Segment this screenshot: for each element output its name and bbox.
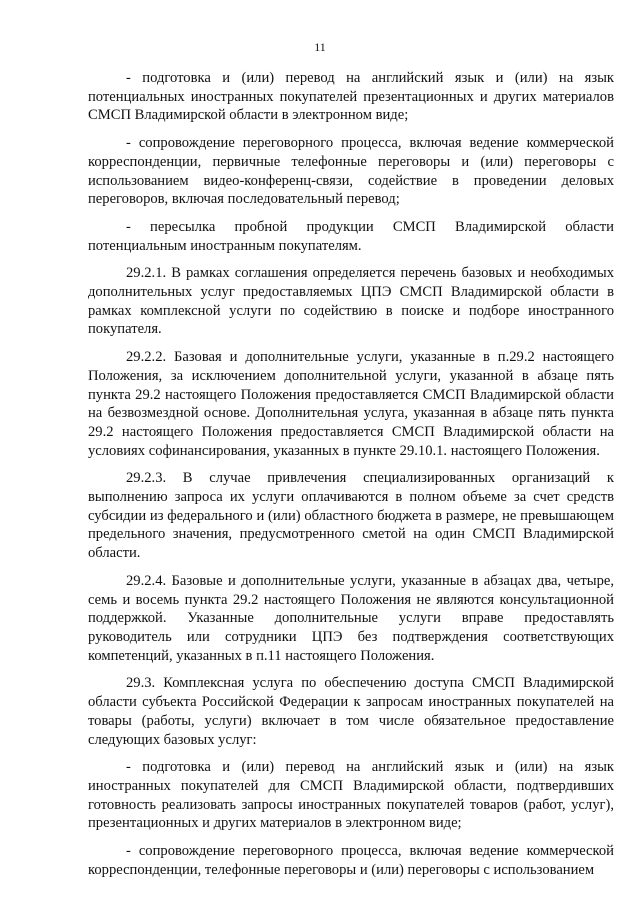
paragraph-29-2-2: 29.2.2. Базовая и дополнительные услуги, указанные в п.29.2 настоящего Положения, за исключением дополнительной услуги, указанной в абзаце пять пункта 29.2 настоящего Положения предоставляется СМСП Владимирской области на безвозмездной основе. Дополнительная услуга, указанная в абзаце пять пункта 29.2 настоящего Положения предоставляется СМСП Владимирской области на условиях софинансирования, указанных в пункте 29.10.1. настоящего Положения. [88, 349, 614, 459]
paragraph-bullet-translation: - подготовка и (или) перевод на английский язык и (или) на язык потенциальных иностранных покупателей презентационных и других материалов СМСП Владимирской области в электронном виде; [88, 70, 614, 124]
paragraph-29-2-4: 29.2.4. Базовые и дополнительные услуги, указанные в абзацах два, четыре, семь и восемь пункта 29.2 настоящего Положения не являются консультационной поддержкой. Указанные дополнительные услуги вправе предоставлять руководитель или сотрудники ЦПЭ без подтверждения соответствующих компетенций, указанных в п.11 настоящего Положения. [88, 572, 614, 664]
paragraph-bullet-sample-shipping: - пересылка пробной продукции СМСП Владимирской области потенциальным иностранным покупателям. [88, 218, 614, 254]
paragraph-29-3: 29.3. Комплексная услуга по обеспечению доступа СМСП Владимирской области субъекта Российской Федерации к запросам иностранных покупателей на товары (работы, услуги) включает в том числе обязательное предоставление следующих базовых услуг: [88, 675, 614, 748]
document-body [88, 69, 614, 888]
paragraph-29-2-1: 29.2.1. В рамках соглашения определяется перечень базовых и необходимых дополнительных услуг предоставляемых ЦПЭ СМСП Владимирской области в рамках комплексной услуги по содействию в поиске и подборе иностранного покупателя. [88, 265, 614, 338]
paragraph-bullet-translation-foreign: - подготовка и (или) перевод на английский язык и (или) на язык иностранных покупателей для СМСП Владимирской области, подтвердивших готовность реализовать запросы иностранных покупателей товаров (работ, услуг), презентационных и других материалов в электронном виде; [88, 759, 614, 832]
paragraph-29-2-3: 29.2.3. В случае привлечения специализированных организаций к выполнению запроса их услуги оплачиваются в полном объеме за счет средств субсидии из федерального и (или) областного бюджета в размере, не превышающем предельного значения, предусмотренного сметой на один СМСП Владимирской области. [88, 470, 614, 562]
paragraph-bullet-negotiation-continued: - сопровождение переговорного процесса, включая ведение коммерческой корреспонденции, телефонные переговоры и (или) переговоры с использованием [88, 843, 614, 878]
page-number: 11 [314, 40, 326, 54]
paragraph-bullet-negotiation-support: - сопровождение переговорного процесса, включая ведение коммерческой корреспонденции, первичные телефонные переговоры и (или) переговоры с использованием видео-конференц-связи, содействие в проведении деловых переговоров, включая последовательный перевод; [88, 135, 614, 208]
